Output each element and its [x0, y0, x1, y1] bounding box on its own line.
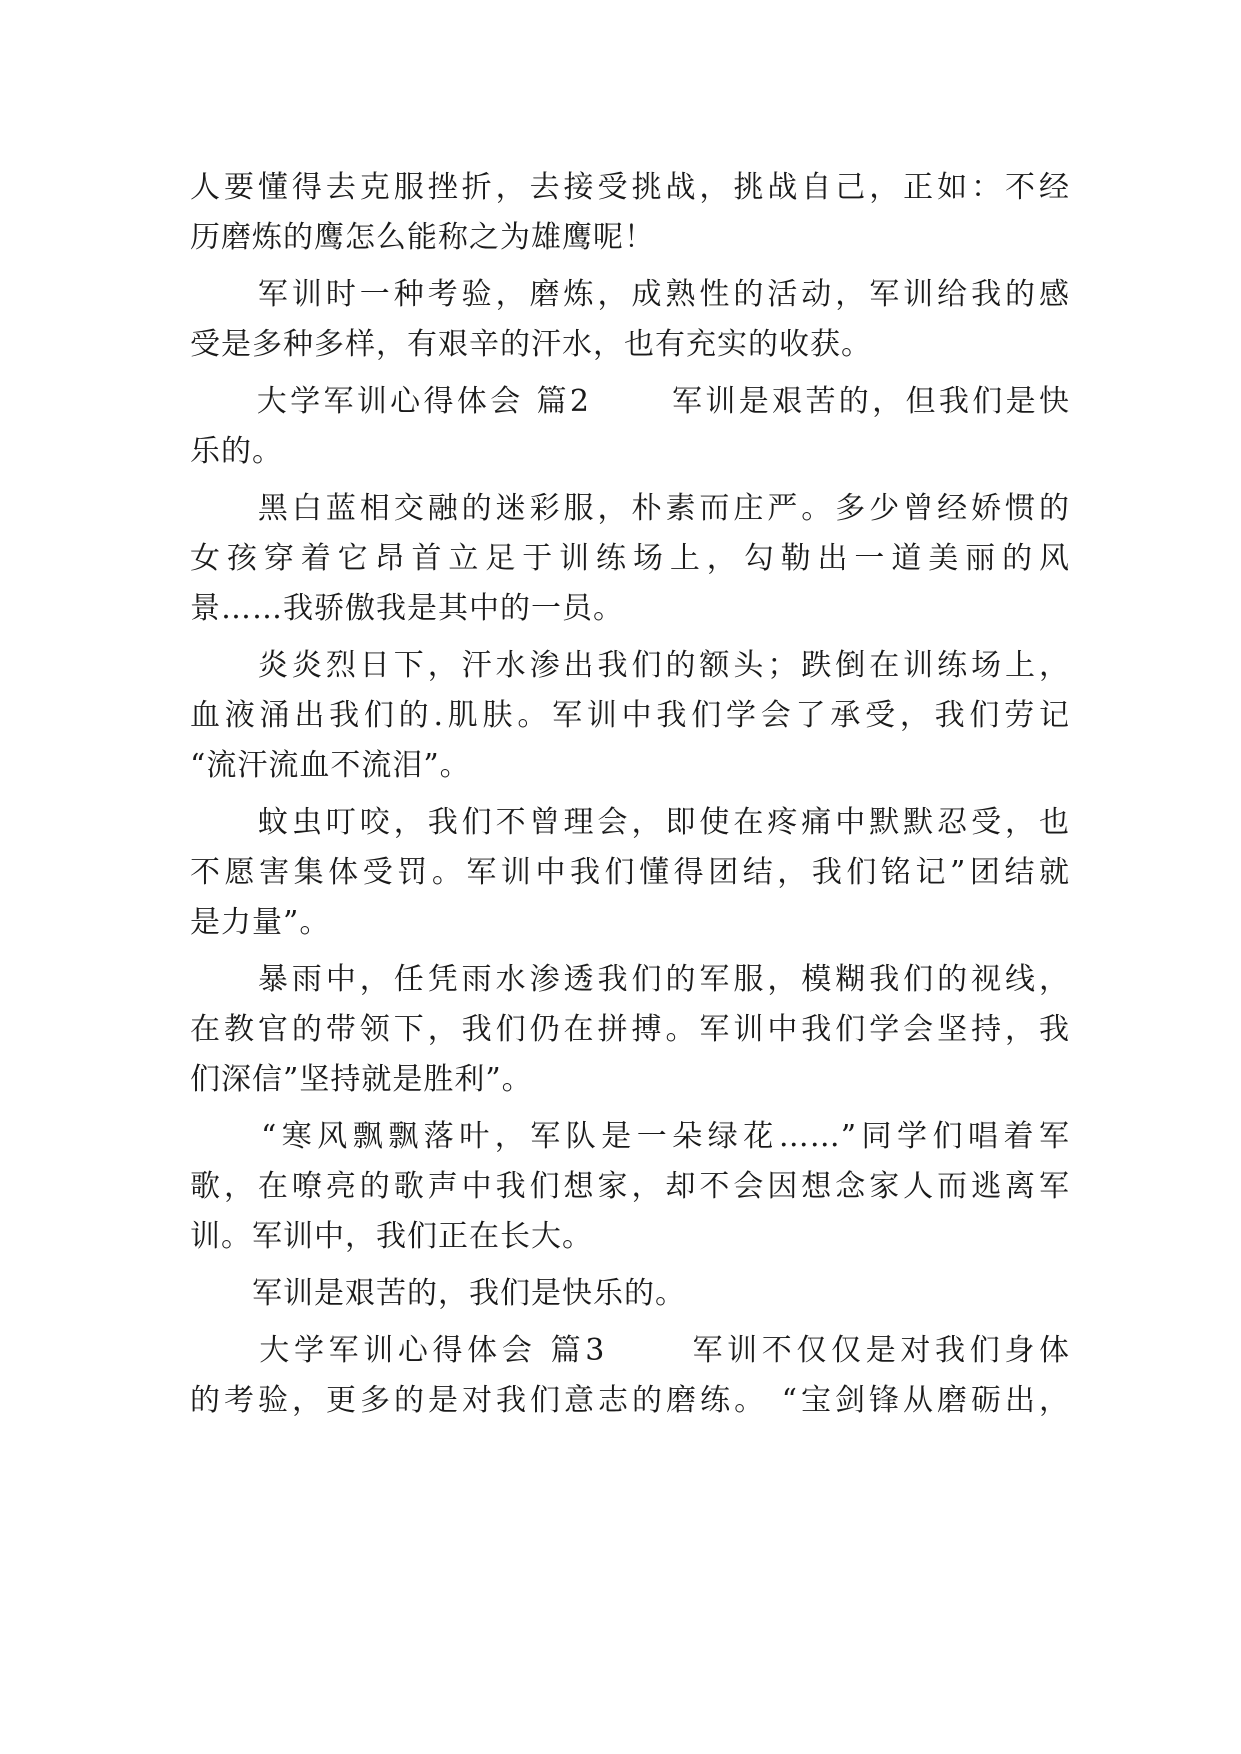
text-line: 乐的。: [190, 434, 283, 469]
text-line: 暴雨中，任凭雨水渗透我们的军服，模糊我们的视线，: [190, 962, 1070, 997]
text-line: 人要懂得去克服挫折，去接受挑战，挑战自己，正如：不经: [190, 170, 1070, 205]
text-line: “寒风飘飘落叶，军队是一朵绿花……”同学们唱着军: [190, 1119, 1070, 1154]
text-line: 训。军训中，我们正在长大。: [190, 1219, 593, 1254]
text-line: 受是多种多样，有艰辛的汗水，也有充实的收获。: [190, 327, 872, 362]
text-line: 血液涌出我们的.肌肤。军训中我们学会了承受，我们劳记: [190, 698, 1070, 733]
text-line: 军训是艰苦的，我们是快乐的。: [190, 1276, 686, 1311]
section-heading-line: 大学军训心得体会 篇3 军训不仅仅是对我们身体: [190, 1333, 1070, 1368]
text-line: 歌，在嘹亮的歌声中我们想家，却不会因想念家人而逃离军: [190, 1169, 1070, 1204]
text-line: 女孩穿着它昂首立足于训练场上，勾勒出一道美丽的风: [190, 541, 1070, 576]
text-line: 的考验，更多的是对我们意志的磨练。 “宝剑锋从磨砺出，: [190, 1383, 1070, 1418]
text-line: 是力量”。: [190, 905, 331, 940]
section-heading-line: 大学军训心得体会 篇2 军训是艰苦的，但我们是快: [190, 384, 1070, 419]
text-line: “流汗流血不流泪”。: [190, 748, 471, 783]
text-line: 在教官的带领下，我们仍在拼搏。军训中我们学会坚持，我: [190, 1012, 1070, 1047]
text-line: 景……我骄傲我是其中的一员。: [190, 591, 624, 626]
text-line: 蚊虫叮咬，我们不曾理会，即使在疼痛中默默忍受，也: [190, 805, 1070, 840]
text-line: 黑白蓝相交融的迷彩服，朴素而庄严。多少曾经娇惯的: [190, 491, 1070, 526]
text-line: 不愿害集体受罚。军训中我们懂得团结，我们铭记”团结就: [190, 855, 1070, 890]
text-line: 历磨炼的鹰怎么能称之为雄鹰呢！: [190, 220, 655, 255]
text-line: 们深信”坚持就是胜利”。: [190, 1062, 533, 1097]
text-line: 炎炎烈日下，汗水渗出我们的额头；跌倒在训练场上，: [190, 648, 1070, 683]
text-line: 军训时一种考验，磨炼，成熟性的活动，军训给我的感: [190, 277, 1070, 312]
